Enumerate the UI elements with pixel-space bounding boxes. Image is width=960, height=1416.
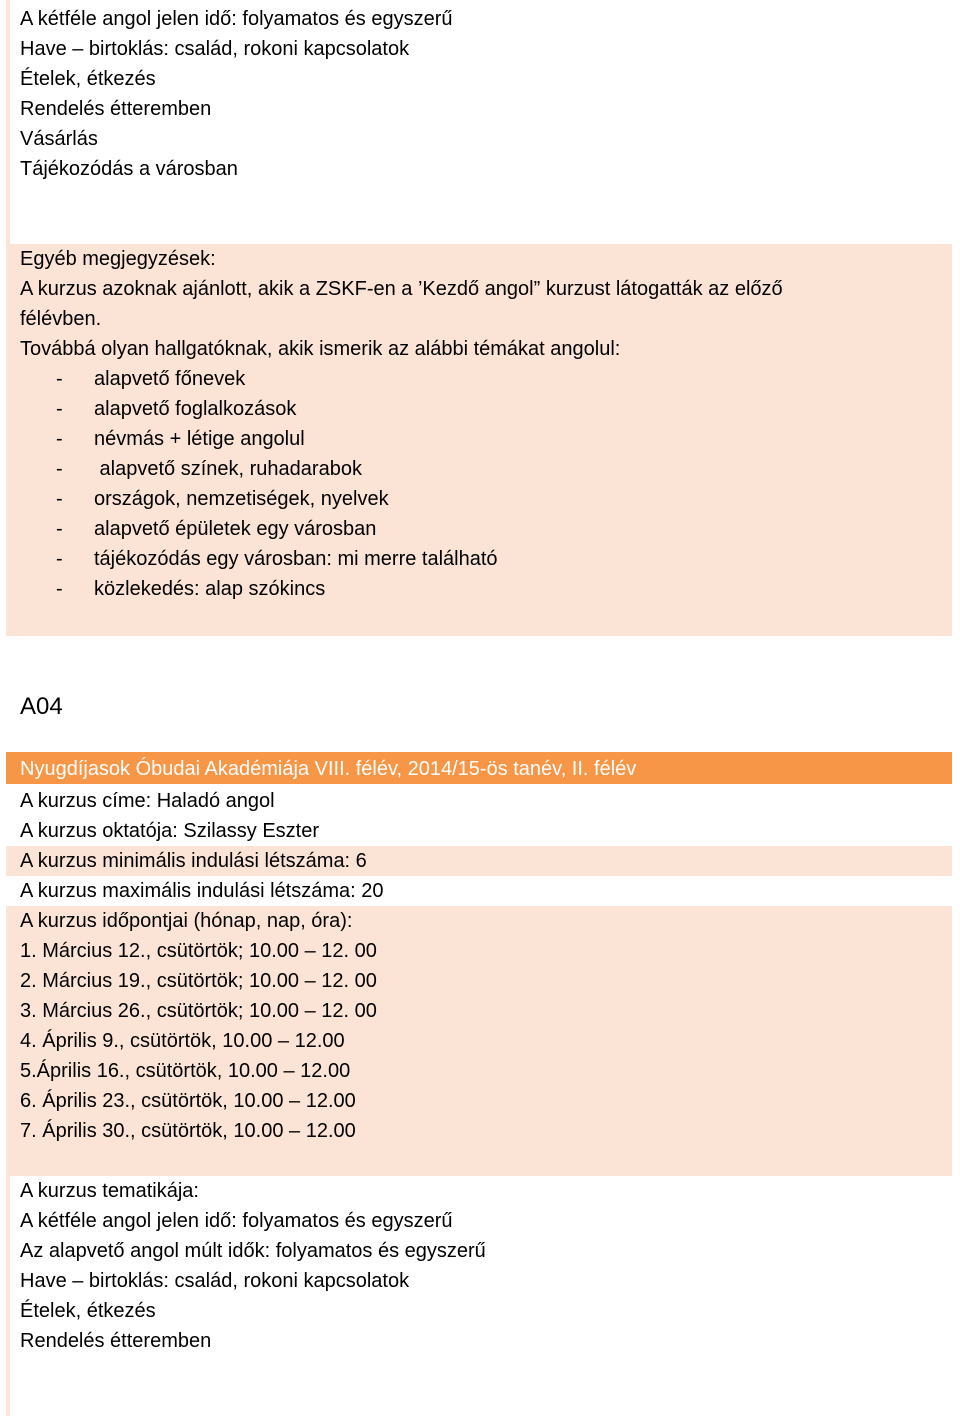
course-title: A kurzus címe: Haladó angol: [20, 790, 275, 812]
time-item: 6. Április 23., csütörtök, 10.00 – 12.00: [20, 1090, 356, 1112]
topic-line: Have – birtoklás: család, rokoni kapcsolatok: [20, 38, 410, 60]
time-item: 7. Április 30., csütörtök, 10.00 – 12.00: [20, 1120, 356, 1142]
time-item: 2. Március 19., csütörtök; 10.00 – 12. 00: [20, 970, 377, 992]
time-item: 3. Március 26., csütörtök; 10.00 – 12. 00: [20, 1000, 377, 1022]
notes-line: A kurzus azoknak ajánlott, akik a ZSKF-en a ’Kezdő angol” kurzust látogatták az előző: [20, 278, 783, 300]
topic-line: Az alapvető angol múlt idők: folyamatos és egyszerű: [20, 1240, 486, 1262]
list-item: - névmás + létige angolul: [56, 428, 305, 450]
left-border: [6, 1176, 10, 1416]
topic-line: Ételek, étkezés: [20, 68, 156, 90]
list-item: - közlekedés: alap szókincs: [56, 578, 326, 600]
course-code: A04: [20, 693, 63, 720]
notes-line: félévben.: [20, 308, 102, 330]
notes-line: Továbbá olyan hallgatóknak, akik ismerik az alábbi témákat angolul:: [20, 338, 621, 360]
topic-line: A kétféle angol jelen idő: folyamatos és egyszerű: [20, 1210, 453, 1232]
times-label: A kurzus időpontjai (hónap, nap, óra):: [20, 910, 353, 932]
topic-line: Ételek, étkezés: [20, 1300, 156, 1322]
institution-line: Nyugdíjasok Óbudai Akadémiája VIII. félév, 2014/15-ös tanév, II. félév: [20, 758, 637, 780]
topics-label: A kurzus tematikája:: [20, 1180, 199, 1202]
left-border: [6, 0, 10, 244]
topic-line: Vásárlás: [20, 128, 98, 150]
list-item: - tájékozódás egy városban: mi merre található: [56, 548, 498, 570]
course-teacher: A kurzus oktatója: Szilassy Eszter: [20, 820, 320, 842]
topic-line: Rendelés étteremben: [20, 1330, 212, 1352]
time-item: 4. Április 9., csütörtök, 10.00 – 12.00: [20, 1030, 345, 1052]
notes-label: Egyéb megjegyzések:: [20, 248, 216, 270]
time-item: 5.Április 16., csütörtök, 10.00 – 12.00: [20, 1060, 351, 1082]
topic-line: Rendelés étteremben: [20, 98, 212, 120]
time-item: 1. Március 12., csütörtök; 10.00 – 12. 00: [20, 940, 377, 962]
course-min: A kurzus minimális indulási létszáma: 6: [20, 850, 367, 872]
list-item: - alapvető foglalkozások: [56, 398, 297, 420]
list-item: - alapvető főnevek: [56, 368, 246, 390]
list-item: - országok, nemzetiségek, nyelvek: [56, 488, 389, 510]
list-item: - alapvető színek, ruhadarabok: [56, 458, 362, 480]
topic-line: Have – birtoklás: család, rokoni kapcsolatok: [20, 1270, 410, 1292]
topic-line: Tájékozódás a városban: [20, 158, 238, 180]
topic-line: A kétféle angol jelen idő: folyamatos és egyszerű: [20, 8, 453, 30]
course-max: A kurzus maximális indulási létszáma: 20: [20, 880, 384, 902]
list-item: - alapvető épületek egy városban: [56, 518, 377, 540]
